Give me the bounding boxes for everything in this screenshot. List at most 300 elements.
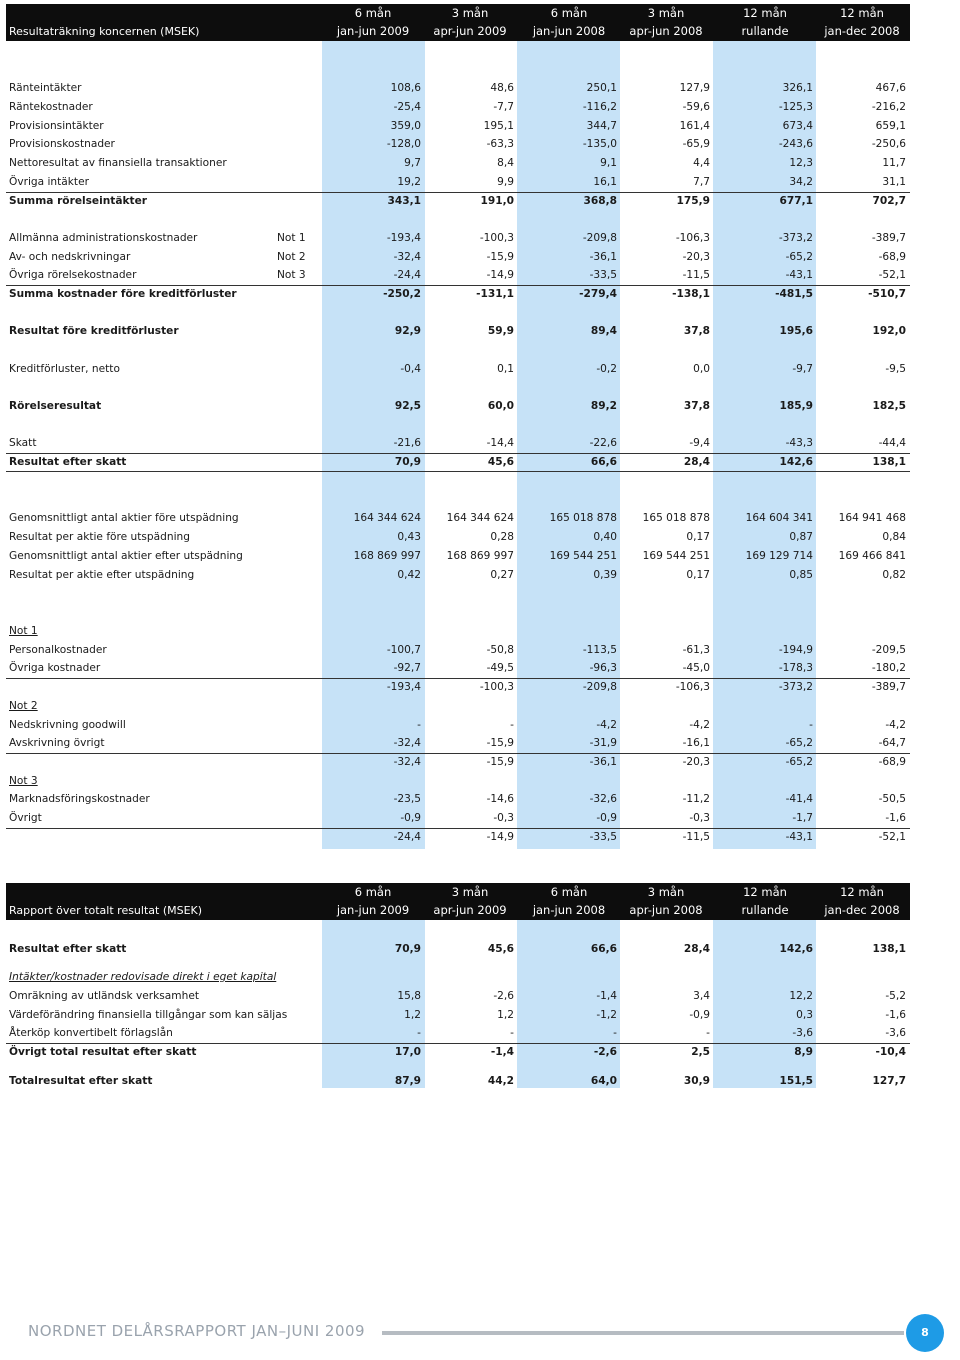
row-value-col1: -32,4 (393, 251, 421, 263)
row-value-col2: 191,0 (480, 195, 514, 207)
row-value-col3: -1,4 (596, 990, 617, 1002)
row-value-col5: -41,4 (785, 793, 813, 805)
row-value-col4: -61,3 (682, 644, 710, 656)
row-value-col4: 169 544 251 (642, 550, 710, 562)
column-header-range: rullande (741, 903, 789, 917)
row-value-col6: -1,6 (885, 1009, 906, 1021)
row-value-col3: 16,1 (593, 176, 617, 188)
row-value-col3: 0,39 (593, 569, 617, 581)
row-value-col2: -15,9 (486, 251, 514, 263)
row-value-col2: 0,28 (490, 531, 514, 543)
row-value-col3: -279,4 (579, 288, 617, 300)
row-label: Not 2 (9, 700, 38, 712)
row-value-col2: 9,9 (497, 176, 514, 188)
column-header-2 (420, 883, 520, 920)
row-value-col1: -128,0 (386, 138, 421, 150)
row-value-col4: -0,9 (689, 1009, 710, 1021)
row-value-col3: 9,1 (600, 157, 617, 169)
row-value-col6: -216,2 (871, 101, 906, 113)
row-value-col4: 37,8 (683, 400, 710, 412)
row-value-col2: -15,9 (486, 756, 514, 768)
column-header-range: apr-jun 2008 (629, 903, 703, 917)
row-value-col6: 31,1 (882, 176, 906, 188)
row-value-col5: 12,2 (789, 990, 813, 1002)
row-value-col2: -2,6 (493, 990, 514, 1002)
row-value-col1: 0,42 (397, 569, 421, 581)
row-value-col5: - (809, 719, 813, 731)
row-label: Av- och nedskrivningar (9, 251, 131, 263)
row-value-col4: 7,7 (693, 176, 710, 188)
row-value-col6: -10,4 (875, 1046, 906, 1058)
row-label: Nedskrivning goodwill (9, 719, 126, 731)
table-row (0, 360, 960, 378)
row-value-col6: -44,4 (878, 437, 906, 449)
table-row (0, 547, 960, 565)
row-value-col3: -0,9 (596, 812, 617, 824)
row-divider (6, 285, 910, 286)
row-value-col5: 142,6 (779, 943, 813, 955)
table-row (0, 716, 960, 734)
row-value-col5: -65,2 (785, 251, 813, 263)
row-value-col1: 9,7 (404, 157, 421, 169)
row-value-col3: -31,9 (589, 737, 617, 749)
row-value-col3: -33,5 (589, 269, 617, 281)
row-note-ref: Not 2 (277, 251, 306, 263)
row-label: Rörelseresultat (9, 400, 102, 412)
row-value-col3: -4,2 (596, 719, 617, 731)
row-label: Genomsnittligt antal aktier efter utspädning (9, 550, 243, 562)
row-value-col2: -63,3 (486, 138, 514, 150)
row-divider (6, 1043, 910, 1044)
row-value-col2: -50,8 (486, 644, 514, 656)
row-value-col6: 182,5 (872, 400, 906, 412)
row-divider (6, 678, 910, 679)
table-row (0, 1043, 960, 1061)
row-value-col6: 138,1 (872, 456, 906, 468)
footer-title: NORDNET DELÅRSRAPPORT JAN–JUNI 2009 (28, 1322, 366, 1340)
row-value-col2: -14,9 (486, 269, 514, 281)
row-value-col3: 368,8 (583, 195, 617, 207)
row-value-col4: -59,6 (682, 101, 710, 113)
row-value-col5: -243,6 (778, 138, 813, 150)
row-value-col4: 0,17 (686, 569, 710, 581)
column-header-5 (715, 4, 815, 41)
row-value-col3: -1,2 (596, 1009, 617, 1021)
table-row (0, 641, 960, 659)
row-value-col3: 89,4 (590, 325, 617, 337)
table-row (0, 266, 960, 284)
row-value-col6: -50,5 (878, 793, 906, 805)
row-value-col1: -193,4 (386, 232, 421, 244)
table-row (0, 566, 960, 584)
row-value-col4: 2,5 (691, 1046, 710, 1058)
table-row (0, 828, 960, 846)
income-statement-title: Resultaträkning koncernen (MSEK) (9, 25, 200, 38)
row-label: Totalresultat efter skatt (9, 1075, 153, 1087)
row-value-col6: -3,6 (885, 1027, 906, 1039)
row-value-col5: 142,6 (779, 456, 813, 468)
row-value-col4: -11,5 (682, 831, 710, 843)
row-value-col5: 0,3 (796, 1009, 813, 1021)
column-header-period: 3 mån (647, 885, 685, 899)
row-value-col3: -36,1 (589, 251, 617, 263)
row-value-col1: -100,7 (386, 644, 421, 656)
row-value-col3: -36,1 (589, 756, 617, 768)
row-value-col6: -9,5 (885, 363, 906, 375)
row-value-col6: -5,2 (885, 990, 906, 1002)
row-label: Not 1 (9, 625, 38, 637)
table-row (0, 987, 960, 1005)
page-number-badge: 8 (906, 1314, 944, 1352)
row-value-col1: -250,2 (383, 288, 421, 300)
row-value-col1: -0,9 (400, 812, 421, 824)
table-row (0, 772, 960, 790)
row-value-col5: 151,5 (779, 1075, 813, 1087)
column-header-period: 3 mån (451, 885, 489, 899)
row-value-col4: -106,3 (675, 681, 710, 693)
row-value-col6: 138,1 (872, 943, 906, 955)
row-value-col5: 673,4 (782, 120, 813, 132)
table-row (0, 1024, 960, 1042)
row-value-col3: -209,8 (582, 232, 617, 244)
column-header-3 (519, 4, 619, 41)
row-value-col1: 108,6 (390, 82, 421, 94)
row-value-col6: -68,9 (878, 756, 906, 768)
row-value-col1: -32,4 (393, 756, 421, 768)
table-row (0, 659, 960, 677)
row-value-col1: 0,43 (397, 531, 421, 543)
row-value-col2: 48,6 (490, 82, 514, 94)
row-value-col6: -389,7 (871, 232, 906, 244)
column-header-period: 12 mån (743, 885, 787, 899)
row-value-col6: -389,7 (871, 681, 906, 693)
row-value-col6: 659,1 (875, 120, 906, 132)
column-header-range: jan-jun 2008 (532, 24, 606, 38)
row-value-col1: - (417, 1027, 421, 1039)
table-row (0, 528, 960, 546)
row-label: Provisionsintäkter (9, 120, 104, 132)
row-value-col5: -178,3 (778, 662, 813, 674)
table-row (0, 968, 960, 986)
row-value-col1: -92,7 (393, 662, 421, 674)
row-value-col2: -7,7 (493, 101, 514, 113)
row-value-col5: -1,7 (792, 812, 813, 824)
row-value-col4: -138,1 (672, 288, 710, 300)
row-value-col5: 12,3 (789, 157, 813, 169)
row-value-col4: 28,4 (683, 943, 710, 955)
row-label: Övrigt total resultat efter skatt (9, 1046, 197, 1058)
table-row (0, 940, 960, 958)
table-row (0, 79, 960, 97)
row-label: Resultat per aktie efter utspädning (9, 569, 195, 581)
row-value-col3: 64,0 (590, 1075, 617, 1087)
row-value-col2: 59,9 (487, 325, 514, 337)
row-value-col1: 87,9 (394, 1075, 421, 1087)
row-value-col2: -14,9 (486, 831, 514, 843)
column-header-period: 12 mån (743, 6, 787, 20)
column-header-2 (420, 4, 520, 41)
comprehensive-income-header (6, 883, 910, 920)
row-value-col2: - (510, 1027, 514, 1039)
row-value-col5: 326,1 (782, 82, 813, 94)
row-value-col2: 45,6 (487, 456, 514, 468)
row-value-col2: -0,3 (493, 812, 514, 824)
row-value-col6: -52,1 (878, 269, 906, 281)
row-value-col1: -32,4 (393, 737, 421, 749)
row-value-col6: 0,82 (882, 569, 906, 581)
table-row (0, 248, 960, 266)
row-value-col2: - (510, 719, 514, 731)
row-value-col4: -11,2 (682, 793, 710, 805)
row-value-col1: -0,4 (400, 363, 421, 375)
column-header-period: 12 mån (840, 885, 884, 899)
row-value-col5: 195,6 (779, 325, 813, 337)
row-value-col6: 0,84 (882, 531, 906, 543)
column-header-range: apr-jun 2008 (629, 24, 703, 38)
row-value-col3: -0,2 (596, 363, 617, 375)
row-value-col4: 28,4 (683, 456, 710, 468)
row-value-col5: -373,2 (778, 681, 813, 693)
row-label: Personalkostnader (9, 644, 107, 656)
table-row (0, 285, 960, 303)
table-row (0, 753, 960, 771)
row-value-col5: 169 129 714 (745, 550, 813, 562)
column-header-range: apr-jun 2009 (433, 24, 507, 38)
row-value-col1: -24,4 (393, 269, 421, 281)
row-value-col6: 169 466 841 (838, 550, 906, 562)
table-row (0, 322, 960, 340)
row-label: Resultat per aktie före utspädning (9, 531, 190, 543)
row-value-col4: 30,9 (683, 1075, 710, 1087)
row-value-col5: -125,3 (778, 101, 813, 113)
row-value-col2: 44,2 (487, 1075, 514, 1087)
column-header-5 (715, 883, 815, 920)
row-label: Räntekostnader (9, 101, 93, 113)
column-header-range: rullande (741, 24, 789, 38)
row-value-col2: 168 869 997 (446, 550, 514, 562)
table-row (0, 734, 960, 752)
row-value-col4: -16,1 (682, 737, 710, 749)
row-value-col2: -49,5 (486, 662, 514, 674)
row-value-col4: -11,5 (682, 269, 710, 281)
column-header-1 (323, 883, 423, 920)
row-value-col5: -43,1 (785, 269, 813, 281)
row-value-col2: 60,0 (487, 400, 514, 412)
row-value-col2: -14,6 (486, 793, 514, 805)
row-value-col2: -100,3 (479, 681, 514, 693)
row-label: Provisionskostnader (9, 138, 115, 150)
column-header-range: jan-jun 2009 (336, 903, 410, 917)
comprehensive-income-title: Rapport över totalt resultat (MSEK) (9, 904, 203, 917)
row-label: Summa rörelseintäkter (9, 195, 148, 207)
row-note-ref: Not 1 (277, 232, 306, 244)
column-header-4 (616, 4, 716, 41)
row-value-col4: 4,4 (693, 157, 710, 169)
row-value-col5: -9,7 (792, 363, 813, 375)
row-divider (6, 753, 910, 754)
row-value-col6: -209,5 (871, 644, 906, 656)
row-value-col3: 89,2 (590, 400, 617, 412)
column-header-range: jan-jun 2009 (336, 24, 410, 38)
row-value-col2: -131,1 (476, 288, 514, 300)
row-value-col4: -45,0 (682, 662, 710, 674)
table-row (0, 697, 960, 715)
row-value-col6: -64,7 (878, 737, 906, 749)
table-row (0, 135, 960, 153)
row-label: Summa kostnader före kreditförluster (9, 288, 237, 300)
row-value-col4: -106,3 (675, 232, 710, 244)
row-value-col6: -52,1 (878, 831, 906, 843)
row-value-col5: -43,1 (785, 831, 813, 843)
row-value-col3: 66,6 (590, 943, 617, 955)
column-header-range: jan-dec 2008 (824, 903, 900, 917)
row-value-col5: 0,87 (789, 531, 813, 543)
row-value-col2: -15,9 (486, 737, 514, 749)
row-value-col3: -32,6 (589, 793, 617, 805)
row-value-col1: - (417, 719, 421, 731)
table-row (0, 790, 960, 808)
table-row (0, 117, 960, 135)
column-header-6 (812, 4, 912, 41)
row-value-col5: 164 604 341 (745, 512, 813, 524)
row-label: Resultat efter skatt (9, 943, 127, 955)
row-label: Övriga rörelsekostnader (9, 269, 137, 281)
table-row (0, 173, 960, 191)
row-value-col1: 19,2 (397, 176, 421, 188)
row-value-col6: -4,2 (885, 719, 906, 731)
row-value-col6: -510,7 (868, 288, 906, 300)
table-row (0, 678, 960, 696)
row-value-col1: 17,0 (394, 1046, 421, 1058)
row-value-col2: 0,1 (497, 363, 514, 375)
column-header-period: 6 mån (550, 6, 588, 20)
row-value-col1: -193,4 (386, 681, 421, 693)
row-value-col3: -33,5 (589, 831, 617, 843)
table-row (0, 192, 960, 210)
row-value-col1: 1,2 (404, 1009, 421, 1021)
row-value-col3: 0,40 (593, 531, 617, 543)
row-value-col3: -22,6 (589, 437, 617, 449)
row-value-col5: 8,9 (794, 1046, 813, 1058)
table-row (0, 622, 960, 640)
row-value-col1: 15,8 (397, 990, 421, 1002)
row-value-col4: -20,3 (682, 756, 710, 768)
row-value-col1: 70,9 (394, 456, 421, 468)
column-header-period: 6 mån (354, 6, 392, 20)
row-value-col5: -373,2 (778, 232, 813, 244)
row-value-col2: 8,4 (497, 157, 514, 169)
row-value-col6: -1,6 (885, 812, 906, 824)
row-label: Omräkning av utländsk verksamhet (9, 990, 199, 1002)
row-value-col1: -23,5 (393, 793, 421, 805)
row-label: Genomsnittligt antal aktier före utspädning (9, 512, 239, 524)
table-row (0, 154, 960, 172)
row-value-col3: -135,0 (582, 138, 617, 150)
row-value-col1: 168 869 997 (353, 550, 421, 562)
row-label: Värdeförändring finansiella tillgångar som kan säljas (9, 1009, 288, 1021)
row-value-col5: 185,9 (779, 400, 813, 412)
table-row (0, 809, 960, 827)
table-row (0, 453, 960, 471)
row-value-col4: 3,4 (693, 990, 710, 1002)
row-value-col6: 11,7 (882, 157, 906, 169)
row-value-col2: 45,6 (487, 943, 514, 955)
row-label: Intäkter/kostnader redovisade direkt i eget kapital (9, 971, 277, 983)
table-row (0, 1072, 960, 1090)
row-value-col4: 175,9 (676, 195, 710, 207)
table-row (0, 397, 960, 415)
row-value-col4: 165 018 878 (642, 512, 710, 524)
row-value-col2: 195,1 (483, 120, 514, 132)
row-divider (6, 453, 910, 454)
row-label: Övriga kostnader (9, 662, 101, 674)
row-value-col6: -68,9 (878, 251, 906, 263)
row-value-col2: 1,2 (497, 1009, 514, 1021)
column-header-1 (323, 4, 423, 41)
row-value-col3: 344,7 (586, 120, 617, 132)
row-value-col4: -65,9 (682, 138, 710, 150)
row-value-col6: 164 941 468 (838, 512, 906, 524)
row-value-col2: 164 344 624 (446, 512, 514, 524)
row-value-col3: -96,3 (589, 662, 617, 674)
row-value-col3: -2,6 (593, 1046, 617, 1058)
row-value-col1: 164 344 624 (353, 512, 421, 524)
table-row (0, 434, 960, 452)
row-value-col5: -3,6 (792, 1027, 813, 1039)
table-row (0, 509, 960, 527)
row-value-col5: -43,3 (785, 437, 813, 449)
column-header-3 (519, 883, 619, 920)
income-statement-header (6, 4, 910, 41)
row-value-col3: -113,5 (582, 644, 617, 656)
row-value-col3: 66,6 (590, 456, 617, 468)
column-header-4 (616, 883, 716, 920)
row-value-col5: -65,2 (785, 737, 813, 749)
row-label: Övrigt (9, 812, 42, 824)
column-header-range: apr-jun 2009 (433, 903, 507, 917)
row-value-col1: -24,4 (393, 831, 421, 843)
row-value-col6: -250,6 (871, 138, 906, 150)
column-header-6 (812, 883, 912, 920)
row-value-col1: 70,9 (394, 943, 421, 955)
row-value-col4: -4,2 (689, 719, 710, 731)
column-header-period: 12 mån (840, 6, 884, 20)
row-divider (6, 828, 910, 829)
row-value-col4: 0,0 (693, 363, 710, 375)
row-value-col4: 37,8 (683, 325, 710, 337)
row-value-col2: 0,27 (490, 569, 514, 581)
row-value-col1: 92,9 (394, 325, 421, 337)
row-value-col2: -14,4 (486, 437, 514, 449)
row-value-col6: 702,7 (872, 195, 906, 207)
row-value-col1: 92,5 (394, 400, 421, 412)
row-label: Resultat efter skatt (9, 456, 127, 468)
row-note-ref: Not 3 (277, 269, 306, 281)
column-header-period: 3 mån (451, 6, 489, 20)
row-value-col4: 127,9 (679, 82, 710, 94)
row-divider (6, 471, 910, 472)
row-value-col5: 34,2 (789, 176, 813, 188)
column-header-range: jan-dec 2008 (824, 24, 900, 38)
row-value-col6: 192,0 (872, 325, 906, 337)
row-value-col4: -9,4 (689, 437, 710, 449)
row-label: Ränteintäkter (9, 82, 82, 94)
column-header-period: 6 mån (354, 885, 392, 899)
row-value-col5: -65,2 (785, 756, 813, 768)
row-label: Kreditförluster, netto (9, 363, 120, 375)
footer-rule (382, 1331, 904, 1335)
row-value-col4: -0,3 (689, 812, 710, 824)
